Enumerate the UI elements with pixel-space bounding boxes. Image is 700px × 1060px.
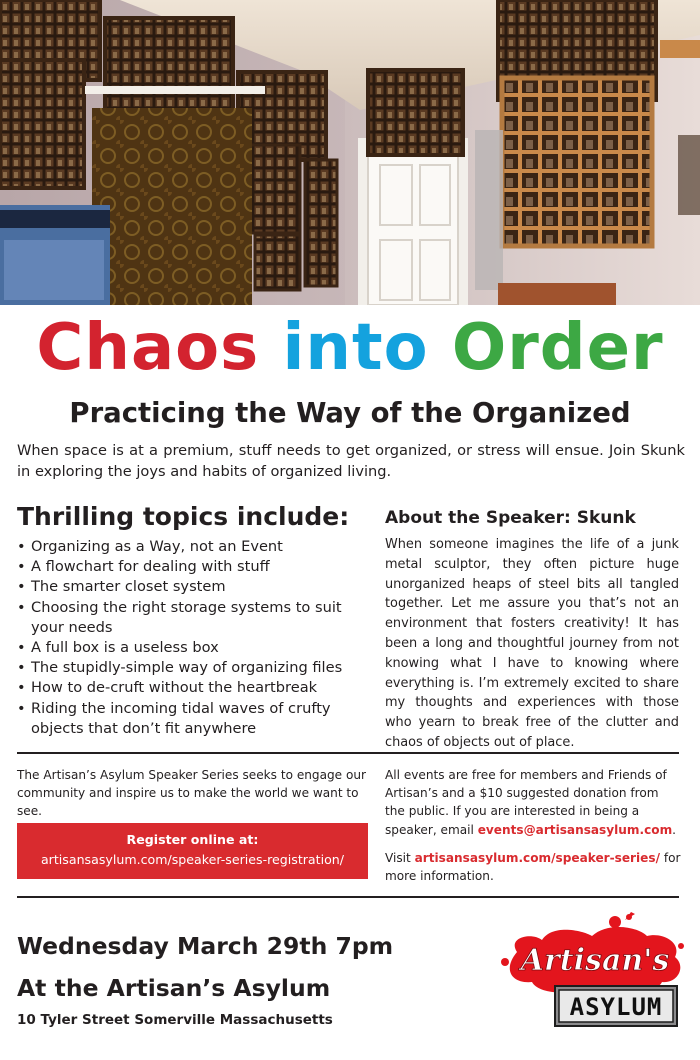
topic-item: • Organizing as a Way, not an Event: [17, 537, 373, 557]
logo-script-text: Artisan's: [520, 943, 670, 978]
artisans-asylum-logo: [497, 912, 687, 1030]
email-link[interactable]: events@artisansasylum.com: [477, 822, 673, 837]
intro-paragraph: When space is at a premium, stuff needs to get organized, or stress will ensue. Join Skunk in exploring the joys and habits of organized living.: [17, 442, 685, 480]
header-photo: [0, 0, 700, 305]
divider-bottom: [17, 896, 679, 898]
visit-text: Visit: [385, 851, 415, 865]
poster-subtitle: Practicing the Way of the Organized: [69, 397, 631, 429]
event-venue: At the Artisan’s Asylum: [17, 974, 331, 1002]
events-text: All events are free for members and Friends of Artisan’s and a $10 suggested donation from the public. If you are interested in being a speaker, email: [385, 768, 667, 837]
events-text-end: .: [672, 822, 677, 837]
title-word-order: Order: [451, 311, 664, 385]
topic-item: • How to de-cruft without the heartbreak: [17, 678, 373, 698]
topic-item: • The stupidly-simple way of organizing files: [17, 658, 373, 678]
topics-heading: Thrilling topics include:: [17, 502, 350, 531]
topics-list: [17, 537, 373, 739]
about-heading: About the Speaker: Skunk: [385, 508, 636, 528]
topic-item: • The smarter closet system: [17, 577, 373, 597]
register-label: Register online at:: [126, 832, 259, 847]
title-word-into: into: [282, 311, 429, 385]
topic-item: • A flowchart for dealing with stuff: [17, 557, 373, 577]
speaker-series-text: The Artisan’s Asylum Speaker Series seeks to engage our community and inspire us to make the world we want to see.: [17, 768, 367, 819]
event-address: 10 Tyler Street Somerville Massachusetts: [17, 1012, 333, 1028]
event-date: Wednesday March 29th 7pm: [17, 932, 394, 960]
register-button[interactable]: [17, 823, 368, 879]
visit-text-end: for more information.: [385, 851, 681, 884]
topic-item: • A full box is a useless box: [17, 638, 373, 658]
about-paragraph: When someone imagines the life of a junk metal sculptor, they often picture huge unorganized heaps of steel bits all tangled together. Let me assure you that’s not an environment that fosters creativity! It has been a long and thoughtful journey from not knowing what I have to knowing where everything is. I’m extremely excited to share my thoughts and experiences with those who yearn to break free of the clutter and chaos of objects out of place.: [385, 537, 679, 750]
events-info: [385, 766, 681, 839]
topic-item: • Riding the incoming tidal waves of crufty objects that don’t fit anywhere: [17, 699, 373, 739]
logo-block-text: ASYLUM: [569, 993, 663, 1021]
title-word-chaos: Chaos: [36, 311, 260, 385]
register-url: artisansasylum.com/speaker-series-registration/: [40, 852, 345, 867]
visit-info: [385, 849, 681, 885]
topic-item: • Choosing the right storage systems to suit your needs: [17, 598, 373, 638]
poster-title: [0, 308, 700, 388]
divider-top: [17, 752, 679, 754]
speaker-series-link[interactable]: artisansasylum.com/speaker-series/: [414, 851, 660, 865]
